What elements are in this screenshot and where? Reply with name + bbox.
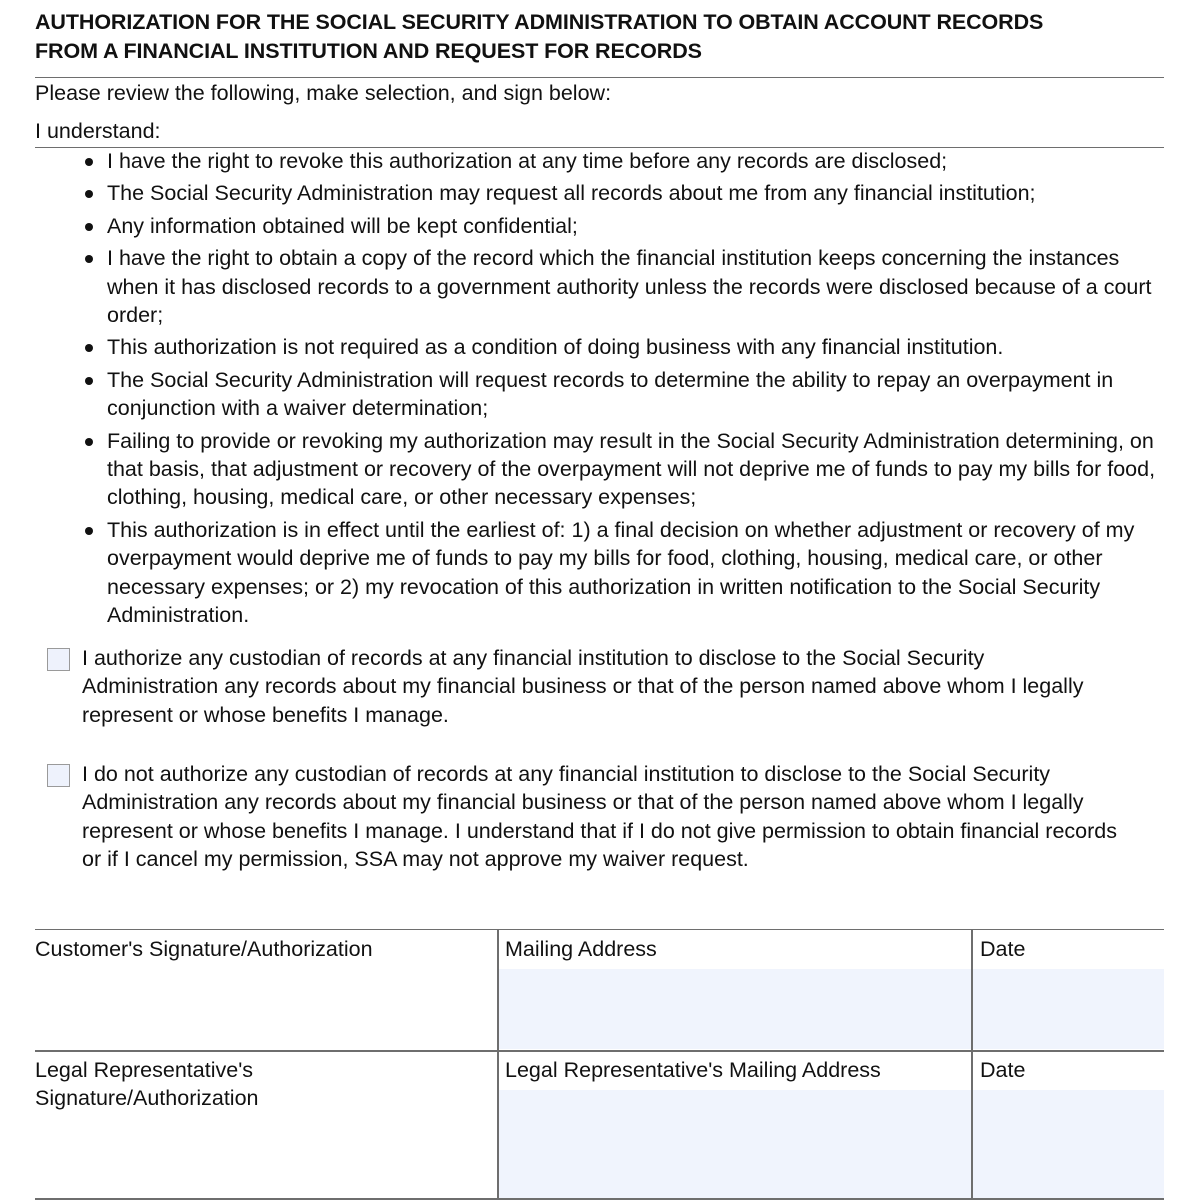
mailing-address-label: Mailing Address — [505, 937, 657, 961]
list-item — [82, 516, 1172, 630]
bullet-icon — [85, 527, 93, 535]
customer-date-input[interactable] — [973, 969, 1164, 1049]
bullet-icon — [85, 377, 93, 385]
list-item — [82, 366, 1172, 423]
legal-rep-date-input[interactable] — [973, 1090, 1164, 1198]
legal-rep-date-label: Date — [980, 1058, 1026, 1082]
list-item — [82, 212, 1172, 240]
instructions-text: Please review the following, make selection, and sign below: — [35, 81, 612, 105]
legal-rep-signature-label-line-2: Signature/Authorization — [35, 1086, 259, 1110]
list-item — [82, 244, 1172, 329]
authorize-checkbox[interactable] — [47, 648, 70, 671]
list-item-text: The Social Security Administration will request records to determine the ability to repay an overpayment in conjunction with a waiver determination; — [107, 367, 1114, 421]
do-not-authorize-checkbox[interactable] — [47, 764, 70, 787]
authorize-option-text: I authorize any custodian of records at any financial institution to disclose to the Social Security Administration any records about my financial business or that of the person named above whom I legally represent or whose benefits I manage. — [82, 646, 1084, 727]
table-top-border — [35, 929, 1164, 930]
table-row-divider — [35, 1050, 1164, 1052]
list-item-text: This authorization is not required as a condition of doing business with any financial institution. — [107, 335, 1004, 360]
list-item — [82, 147, 1172, 175]
bullet-icon — [85, 158, 93, 166]
list-item — [82, 179, 1172, 207]
do-not-authorize-option-text: I do not authorize any custodian of records at any financial institution to disclose to the Social Security Administration any records about my financial business or that of the person named above whom I legally represent or whose benefits I manage. I understand that if I do not give permission to obtain financial records or if I cancel my permission, SSA may not approve my waiver request. — [82, 762, 1117, 871]
list-item-text: I have the right to revoke this authorization at any time before any records are disclosed; — [107, 149, 948, 173]
bullet-icon — [85, 223, 93, 231]
understanding-list — [82, 147, 1172, 634]
customer-date-label: Date — [980, 937, 1026, 961]
legal-rep-signature-label-line-1: Legal Representative's — [35, 1058, 254, 1082]
bullet-icon — [85, 344, 93, 352]
list-item-text: Failing to provide or revoking my authorization may result in the Social Security Administration determining, on that basis, that adjustment or recovery of the overpayment will not deprive me of funds to pay my bills for food, clothing, housing, medical care, or other necessary expenses; — [107, 428, 1156, 510]
legal-rep-mailing-address-input[interactable] — [499, 1090, 971, 1198]
legal-rep-mailing-address-label: Legal Representative's Mailing Address — [505, 1058, 881, 1082]
list-item — [82, 333, 1172, 361]
signature-table — [35, 929, 1164, 1200]
list-item-text: This authorization is in effect until the earliest of: 1) a final decision on whether adjustment or recovery of my overpayment would deprive me of funds to pay my bills for food, clothing, housing, medical care, or other necessary expenses; or 2) my revocation of this authorization in written notification to the Social Security Administration. — [107, 517, 1135, 628]
bullet-icon — [85, 255, 93, 263]
legal-rep-signature-label — [35, 1056, 259, 1112]
list-item — [82, 427, 1172, 512]
mailing-address-input[interactable] — [499, 969, 971, 1049]
list-item-text: I have the right to obtain a copy of the record which the financial institution keeps concerning the instances when it has disclosed records to a government authority unless the records were disclosed because of a court order; — [107, 246, 1152, 328]
bullet-icon — [85, 190, 93, 198]
title-divider — [35, 77, 1164, 78]
list-item-text: Any information obtained will be kept confidential; — [107, 213, 578, 238]
bullet-icon — [85, 438, 93, 446]
form-title — [35, 8, 1175, 66]
customer-signature-label: Customer's Signature/Authorization — [35, 937, 373, 961]
form-title-line-1: AUTHORIZATION FOR THE SOCIAL SECURITY ADMINISTRATION TO OBTAIN ACCOUNT RECORDS — [35, 10, 1044, 34]
understand-label: I understand: — [35, 119, 161, 143]
form-title-line-2: FROM A FINANCIAL INSTITUTION AND REQUEST FOR RECORDS — [35, 39, 702, 63]
list-item-text: The Social Security Administration may request all records about me from any financial institution; — [107, 181, 1036, 206]
